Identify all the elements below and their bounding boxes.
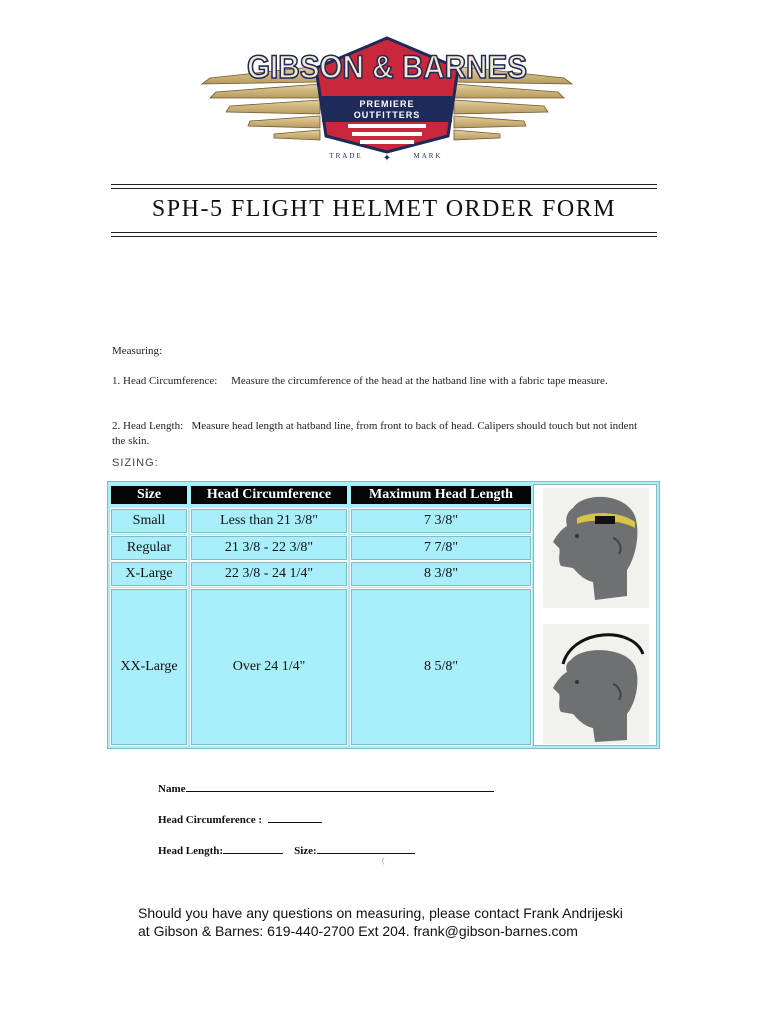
step1-label: 1. Head Circumference: — [112, 375, 218, 387]
cell-circ-regular: 21 3/8 - 22 3/8" — [190, 535, 348, 561]
measuring-step-1 — [112, 374, 652, 389]
logo-mark-text: MARK — [413, 152, 443, 160]
page-title: SPH-5 FLIGHT HELMET ORDER FORM — [151, 196, 617, 222]
title-rule-bottom-2 — [111, 236, 657, 237]
gibson-barnes-logo — [200, 36, 574, 166]
contact-info — [138, 904, 658, 940]
logo-badge-line1: PREMIERE — [359, 99, 415, 109]
measuring-step-2 — [112, 419, 652, 449]
logo-brand-text: GIBSON & BARNES — [247, 49, 527, 85]
cell-size-xlarge: X-Large — [110, 561, 188, 587]
stray-mark: ( — [382, 856, 385, 865]
sizing-label: SIZING: — [112, 457, 159, 469]
name-label: Name — [158, 783, 186, 795]
cell-circ-xlarge: 22 3/8 - 24 1/4" — [190, 561, 348, 587]
header-head-circumference: Head Circumference — [191, 486, 347, 504]
title-rule-bottom-1 — [111, 232, 657, 233]
photo-cell — [533, 484, 657, 746]
measuring-heading: Measuring: — [112, 345, 163, 357]
size-label: Size: — [294, 845, 317, 857]
step1-text: Measure the circumference of the head at the hatband line with a fabric tape measure. — [231, 375, 608, 387]
fleur-icon: ✦ — [382, 153, 392, 164]
contact-line-1: Should you have any questions on measuring, please contact Frank Andrijeski — [138, 905, 623, 921]
head-length-photo — [543, 624, 649, 744]
step2-text: Measure head length at hatband line, from front to back of head. Calipers should touch but not indent the skin. — [112, 420, 638, 447]
circumference-field[interactable] — [268, 812, 322, 823]
title-rule-top-2 — [111, 188, 657, 189]
step2-label: 2. Head Length: — [112, 420, 184, 432]
cell-size-xxlarge: XX-Large — [110, 588, 188, 746]
cell-size-small: Small — [110, 508, 188, 534]
head-length-field[interactable] — [223, 843, 283, 854]
cell-length-small: 7 3/8" — [350, 508, 532, 534]
cell-length-xxlarge: 8 5/8" — [350, 588, 532, 746]
cell-length-xlarge: 8 3/8" — [350, 561, 532, 587]
cell-circ-xxlarge: Over 24 1/4" — [190, 588, 348, 746]
name-line — [158, 781, 494, 795]
circumference-label: Head Circumference : — [158, 814, 263, 826]
head-circumference-photo — [543, 488, 649, 608]
circumference-line — [158, 812, 322, 826]
cell-size-regular: Regular — [110, 535, 188, 561]
length-size-line — [158, 843, 415, 857]
header-max-head-length: Maximum Head Length — [351, 486, 531, 504]
name-field[interactable] — [186, 781, 494, 792]
contact-line-2: at Gibson & Barnes: 619-440-2700 Ext 204. frank@gibson-barnes.com — [138, 923, 578, 939]
title-rule-top-1 — [111, 184, 657, 185]
cell-circ-small: Less than 21 3/8" — [190, 508, 348, 534]
logo-badge-line2: OUTFITTERS — [353, 110, 421, 120]
header-size: Size — [111, 486, 187, 504]
size-table — [107, 481, 660, 749]
logo-trade-text: TRADE — [329, 152, 363, 160]
cell-length-regular: 7 7/8" — [350, 535, 532, 561]
head-length-label: Head Length: — [158, 845, 224, 857]
size-field[interactable] — [317, 843, 415, 854]
